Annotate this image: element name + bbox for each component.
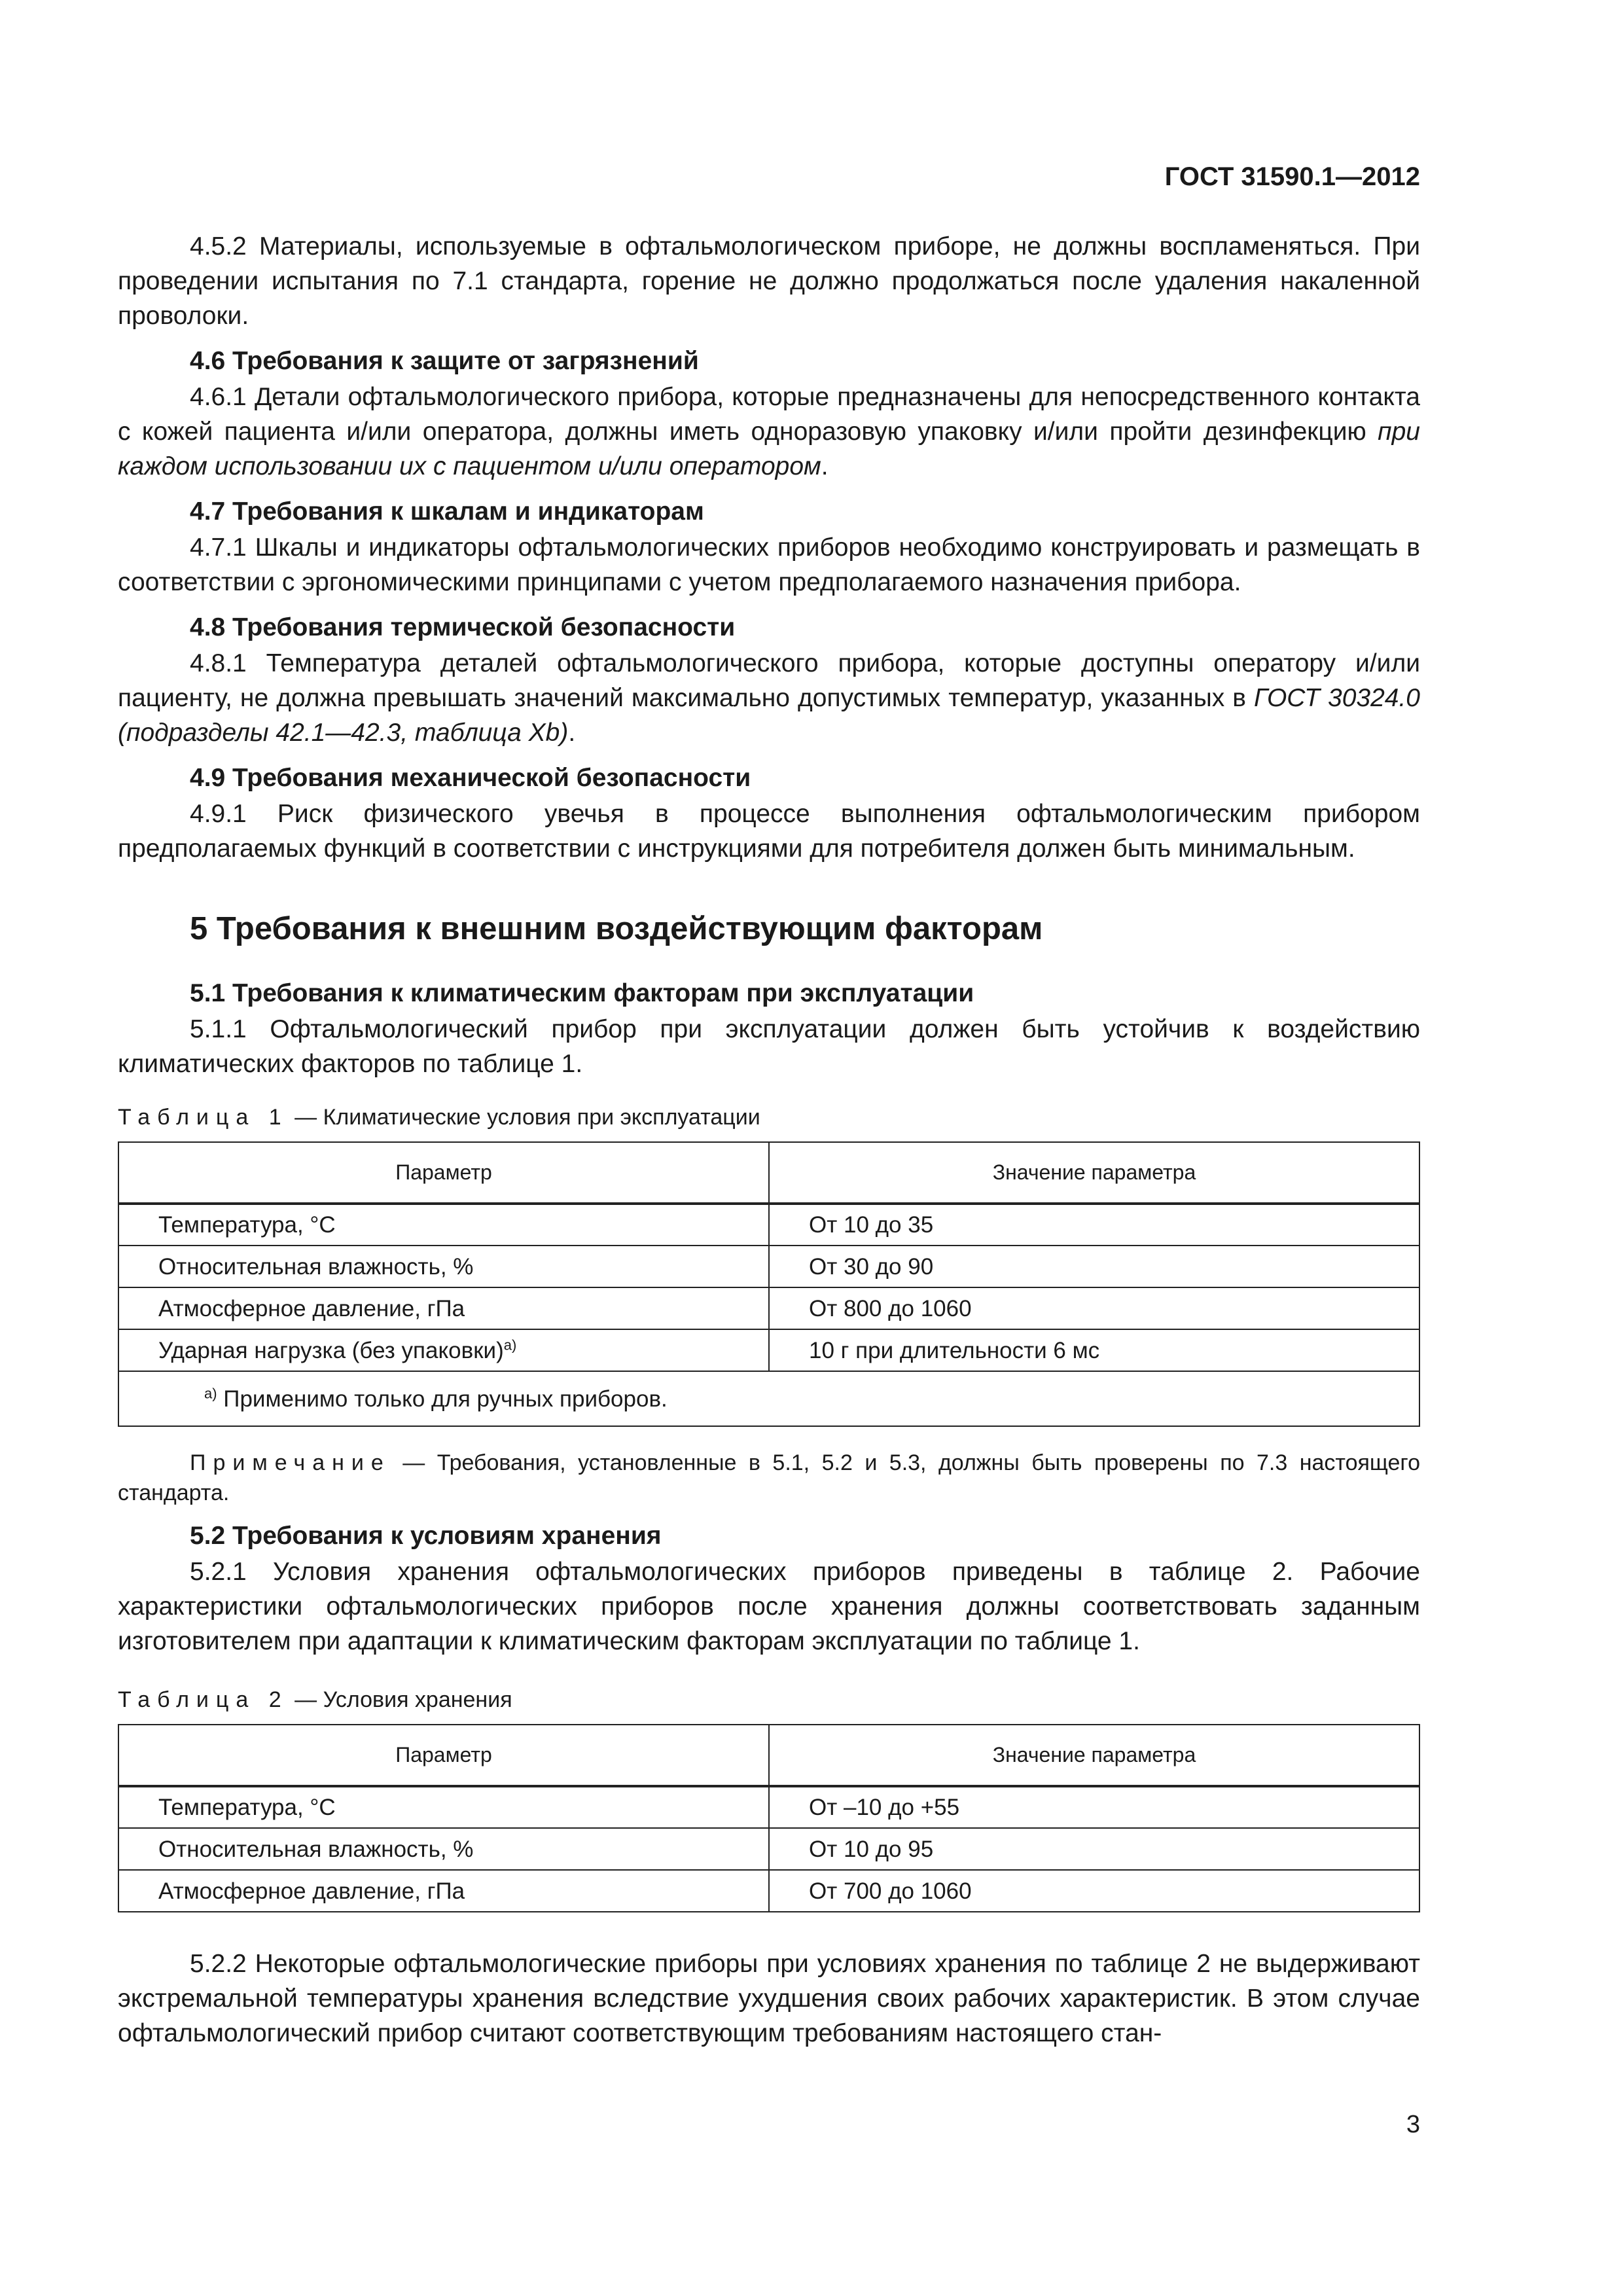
paragraph-text: 4.6.1 Детали офтальмологического прибора, которые предназначены для непосредственного контакта с кожей пациента и/или оператора, должны иметь одноразовую упаковку и/или пройти дезинфекцию	[118, 383, 1420, 446]
heading-4-6: 4.6 Требования к защите от загрязнений	[190, 347, 699, 375]
table-row	[118, 1204, 1419, 1246]
footnote-text: Применимо только для ручных приборов.	[217, 1386, 668, 1412]
paragraph-4-9-1: 4.9.1 Риск физического увечья в процессе выполнения офтальмологическим прибором предполагаемых функций в соответствии с инструкциями для потребителя должен быть минимальным.	[118, 800, 1420, 863]
heading-4-7: 4.7 Требования к шкалам и индикаторам	[190, 497, 704, 526]
heading-5-1: 5.1 Требования к климатическим факторам при эксплуатации	[190, 979, 974, 1007]
table-row	[118, 1287, 1419, 1329]
heading-5-2: 5.2 Требования к условиям хранения	[190, 1522, 662, 1550]
cell-value: От 10 до 95	[769, 1828, 1419, 1870]
cell-parameter: Атмосферное давление, гПа	[118, 1287, 769, 1329]
table-1-caption	[118, 1102, 1420, 1132]
paragraph-4-6-1	[118, 380, 1420, 484]
table-row	[118, 1329, 1419, 1371]
paragraph-5-1-1: 5.1.1 Офтальмологический прибор при эксплуатации должен быть устойчив к воздействию климатических факторов по таблице 1.	[118, 1015, 1420, 1078]
cell-parameter: Относительная влажность, %	[118, 1246, 769, 1287]
caption-label: Таблица 1	[118, 1105, 289, 1130]
cell-value: От 30 до 90	[769, 1246, 1419, 1287]
column-header-parameter: Параметр	[118, 1142, 769, 1204]
table-row	[118, 1828, 1419, 1870]
table-header-row	[118, 1142, 1419, 1204]
paragraph-text: 4.8.1 Температура деталей офтальмологического прибора, которые доступны оператору и/или пациенту, не должна превышать значений максимально допустимых температур, указанных в	[118, 649, 1420, 712]
paragraph-4-5-2: 4.5.2 Материалы, используемые в офтальмологическом приборе, не должны воспламеняться. При проведении испытания по 7.1 стандарта, горение не должно продолжаться после удаления накаленной проволоки.	[118, 232, 1420, 330]
cell-value: От –10 до +55	[769, 1786, 1419, 1828]
column-header-parameter: Параметр	[118, 1725, 769, 1786]
cell-value: От 700 до 1060	[769, 1870, 1419, 1912]
footnote-marker: а)	[503, 1336, 517, 1353]
table-2	[118, 1724, 1420, 1912]
paragraph-end: .	[821, 452, 829, 480]
paragraph-4-7-1: 4.7.1 Шкалы и индикаторы офтальмологических приборов необходимо конструировать и размещать в соответствии с эргономическими принципами с учетом предполагаемого назначения прибора.	[118, 533, 1420, 596]
table-row	[118, 1786, 1419, 1828]
caption-text: — Условия хранения	[288, 1687, 512, 1712]
cell-value: 10 г при длительности 6 мс	[769, 1329, 1419, 1371]
heading-4-8: 4.8 Требования термической безопасности	[190, 613, 736, 641]
column-header-value: Значение параметра	[769, 1725, 1419, 1786]
page-number: 3	[1406, 2111, 1420, 2138]
italic-reference: ГОСТ 30324.0 (подразделы 42.1—42.3, таблица Xb)	[118, 684, 1420, 747]
note-label: Примечание	[190, 1450, 391, 1475]
paragraph-5-2-2: 5.2.2 Некоторые офтальмологические приборы при условиях хранения по таблице 2 не выдерживают экстремальной температуры хранения вследствие ухудшения своих рабочих характеристик. В этом случае офтальмологический прибор считают соответствующим требованиям настоящего стан-	[118, 1950, 1420, 2047]
caption-label: Таблица 2	[118, 1687, 289, 1712]
table-1	[118, 1141, 1420, 1427]
paragraph-5-2-1: 5.2.1 Условия хранения офтальмологических приборов приведены в таблице 2. Рабочие характеристики офтальмологических приборов после хранения должны соответствовать заданным изготовителем при адаптации к климатическим факторам эксплуатации по таблице 1.	[118, 1558, 1420, 1655]
cell-parameter: Атмосферное давление, гПа	[118, 1870, 769, 1912]
table-footnote	[118, 1371, 1419, 1426]
cell-parameter: Температура, °С	[118, 1786, 769, 1828]
column-header-value: Значение параметра	[769, 1142, 1419, 1204]
cell-parameter	[118, 1329, 769, 1371]
paragraph-4-8-1	[118, 646, 1420, 750]
cell-parameter: Относительная влажность, %	[118, 1828, 769, 1870]
cell-value: От 10 до 35	[769, 1204, 1419, 1246]
section-5-heading: 5 Требования к внешним воздействующим факторам	[190, 911, 1043, 946]
table-2-caption	[118, 1685, 1420, 1715]
parameter-text: Ударная нагрузка (без упаковки)	[158, 1337, 504, 1363]
table-note	[118, 1448, 1420, 1508]
caption-text: — Климатические условия при эксплуатации	[288, 1105, 760, 1130]
table-row	[118, 1246, 1419, 1287]
heading-4-9: 4.9 Требования механической безопасности	[190, 764, 751, 792]
table-header-row	[118, 1725, 1419, 1786]
cell-value: От 800 до 1060	[769, 1287, 1419, 1329]
paragraph-end: .	[568, 719, 576, 747]
cell-parameter: Температура, °С	[118, 1204, 769, 1246]
table-footnote-row	[118, 1371, 1419, 1426]
italic-phrase: при каждом использовании их с пациентом и/или оператором	[118, 418, 1420, 480]
note-text: — Требования, установленные в 5.1, 5.2 и 5.3, должны быть проверены по 7.3 настоящего стандарта.	[118, 1450, 1420, 1505]
document-header: ГОСТ 31590.1—2012	[1164, 162, 1420, 191]
page-body	[118, 229, 1420, 2051]
footnote-mark: а)	[204, 1384, 217, 1401]
table-row	[118, 1870, 1419, 1912]
